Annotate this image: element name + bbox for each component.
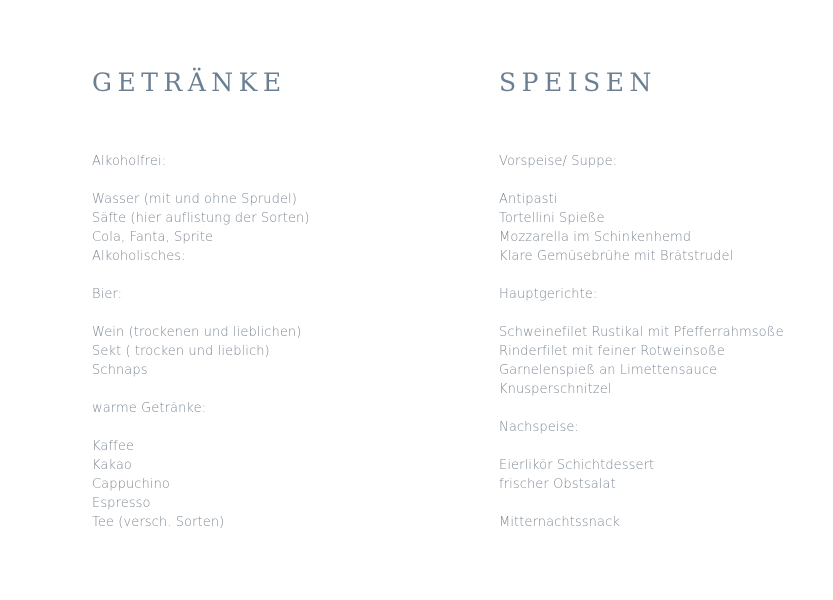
food-menu-line: Mitternachtssnack: [499, 515, 620, 530]
drinks-menu-line: Espresso: [92, 496, 151, 511]
food-heading: SPEISEN: [499, 68, 657, 97]
drinks-menu-line: Kaffee: [92, 439, 135, 454]
blank-line: [499, 494, 784, 513]
drinks-menu-line: Säfte (hier auflistung der Sorten): [92, 211, 310, 226]
food-menu-line: Eierlikör Schichtdessert: [499, 458, 655, 473]
drinks-menu-line: Cappuchino: [92, 477, 170, 492]
drinks-menu-line: warme Getränke:: [92, 401, 207, 416]
blank-line: [92, 380, 310, 399]
food-menu-line: Antipasti: [499, 192, 558, 207]
blank-line: [92, 171, 310, 190]
food-menu-line: Rinderfilet mit feiner Rotweinsoße: [499, 344, 725, 359]
food-menu-line: Klare Gemüsebrühe mit Brätstrudel: [499, 249, 734, 264]
food-menu-line: Tortellini Spieße: [499, 211, 605, 226]
blank-line: [499, 266, 784, 285]
food-list: [499, 152, 784, 532]
drinks-menu-line: Bier:: [92, 287, 123, 302]
drinks-heading: GETRÄNKE: [92, 68, 287, 97]
drinks-menu-line: Wasser (mit und ohne Sprudel): [92, 192, 297, 207]
blank-line: [92, 266, 310, 285]
drinks-list: [92, 152, 310, 532]
food-menu-line: frischer Obstsalat: [499, 477, 616, 492]
drinks-menu-line: Kakao: [92, 458, 132, 473]
food-menu-line: Garnelenspieß an Limettensauce: [499, 363, 718, 378]
food-menu-line: Hauptgerichte:: [499, 287, 598, 302]
blank-line: [499, 171, 784, 190]
blank-line: [499, 399, 784, 418]
blank-line: [499, 304, 784, 323]
food-menu-line: Vorspeise/ Suppe:: [499, 154, 618, 169]
drinks-menu-line: Cola, Fanta, Sprite: [92, 230, 214, 245]
food-menu-line: Nachspeise:: [499, 420, 579, 435]
drinks-menu-line: Schnaps: [92, 363, 148, 378]
drinks-menu-line: Alkoholfrei:: [92, 154, 167, 169]
drinks-menu-line: Wein (trockenen und lieblichen): [92, 325, 302, 340]
drinks-menu-line: Tee (versch. Sorten): [92, 515, 225, 530]
drinks-menu-line: Sekt ( trocken und lieblich): [92, 344, 270, 359]
food-menu-line: Schweinefilet Rustikal mit Pfefferrahmsoße: [499, 325, 784, 340]
blank-line: [92, 418, 310, 437]
food-menu-line: Mozzarella im Schinkenhemd: [499, 230, 692, 245]
blank-line: [92, 304, 310, 323]
drinks-menu-line: Alkoholisches:: [92, 249, 186, 264]
food-menu-line: Knusperschnitzel: [499, 382, 612, 397]
blank-line: [499, 437, 784, 456]
